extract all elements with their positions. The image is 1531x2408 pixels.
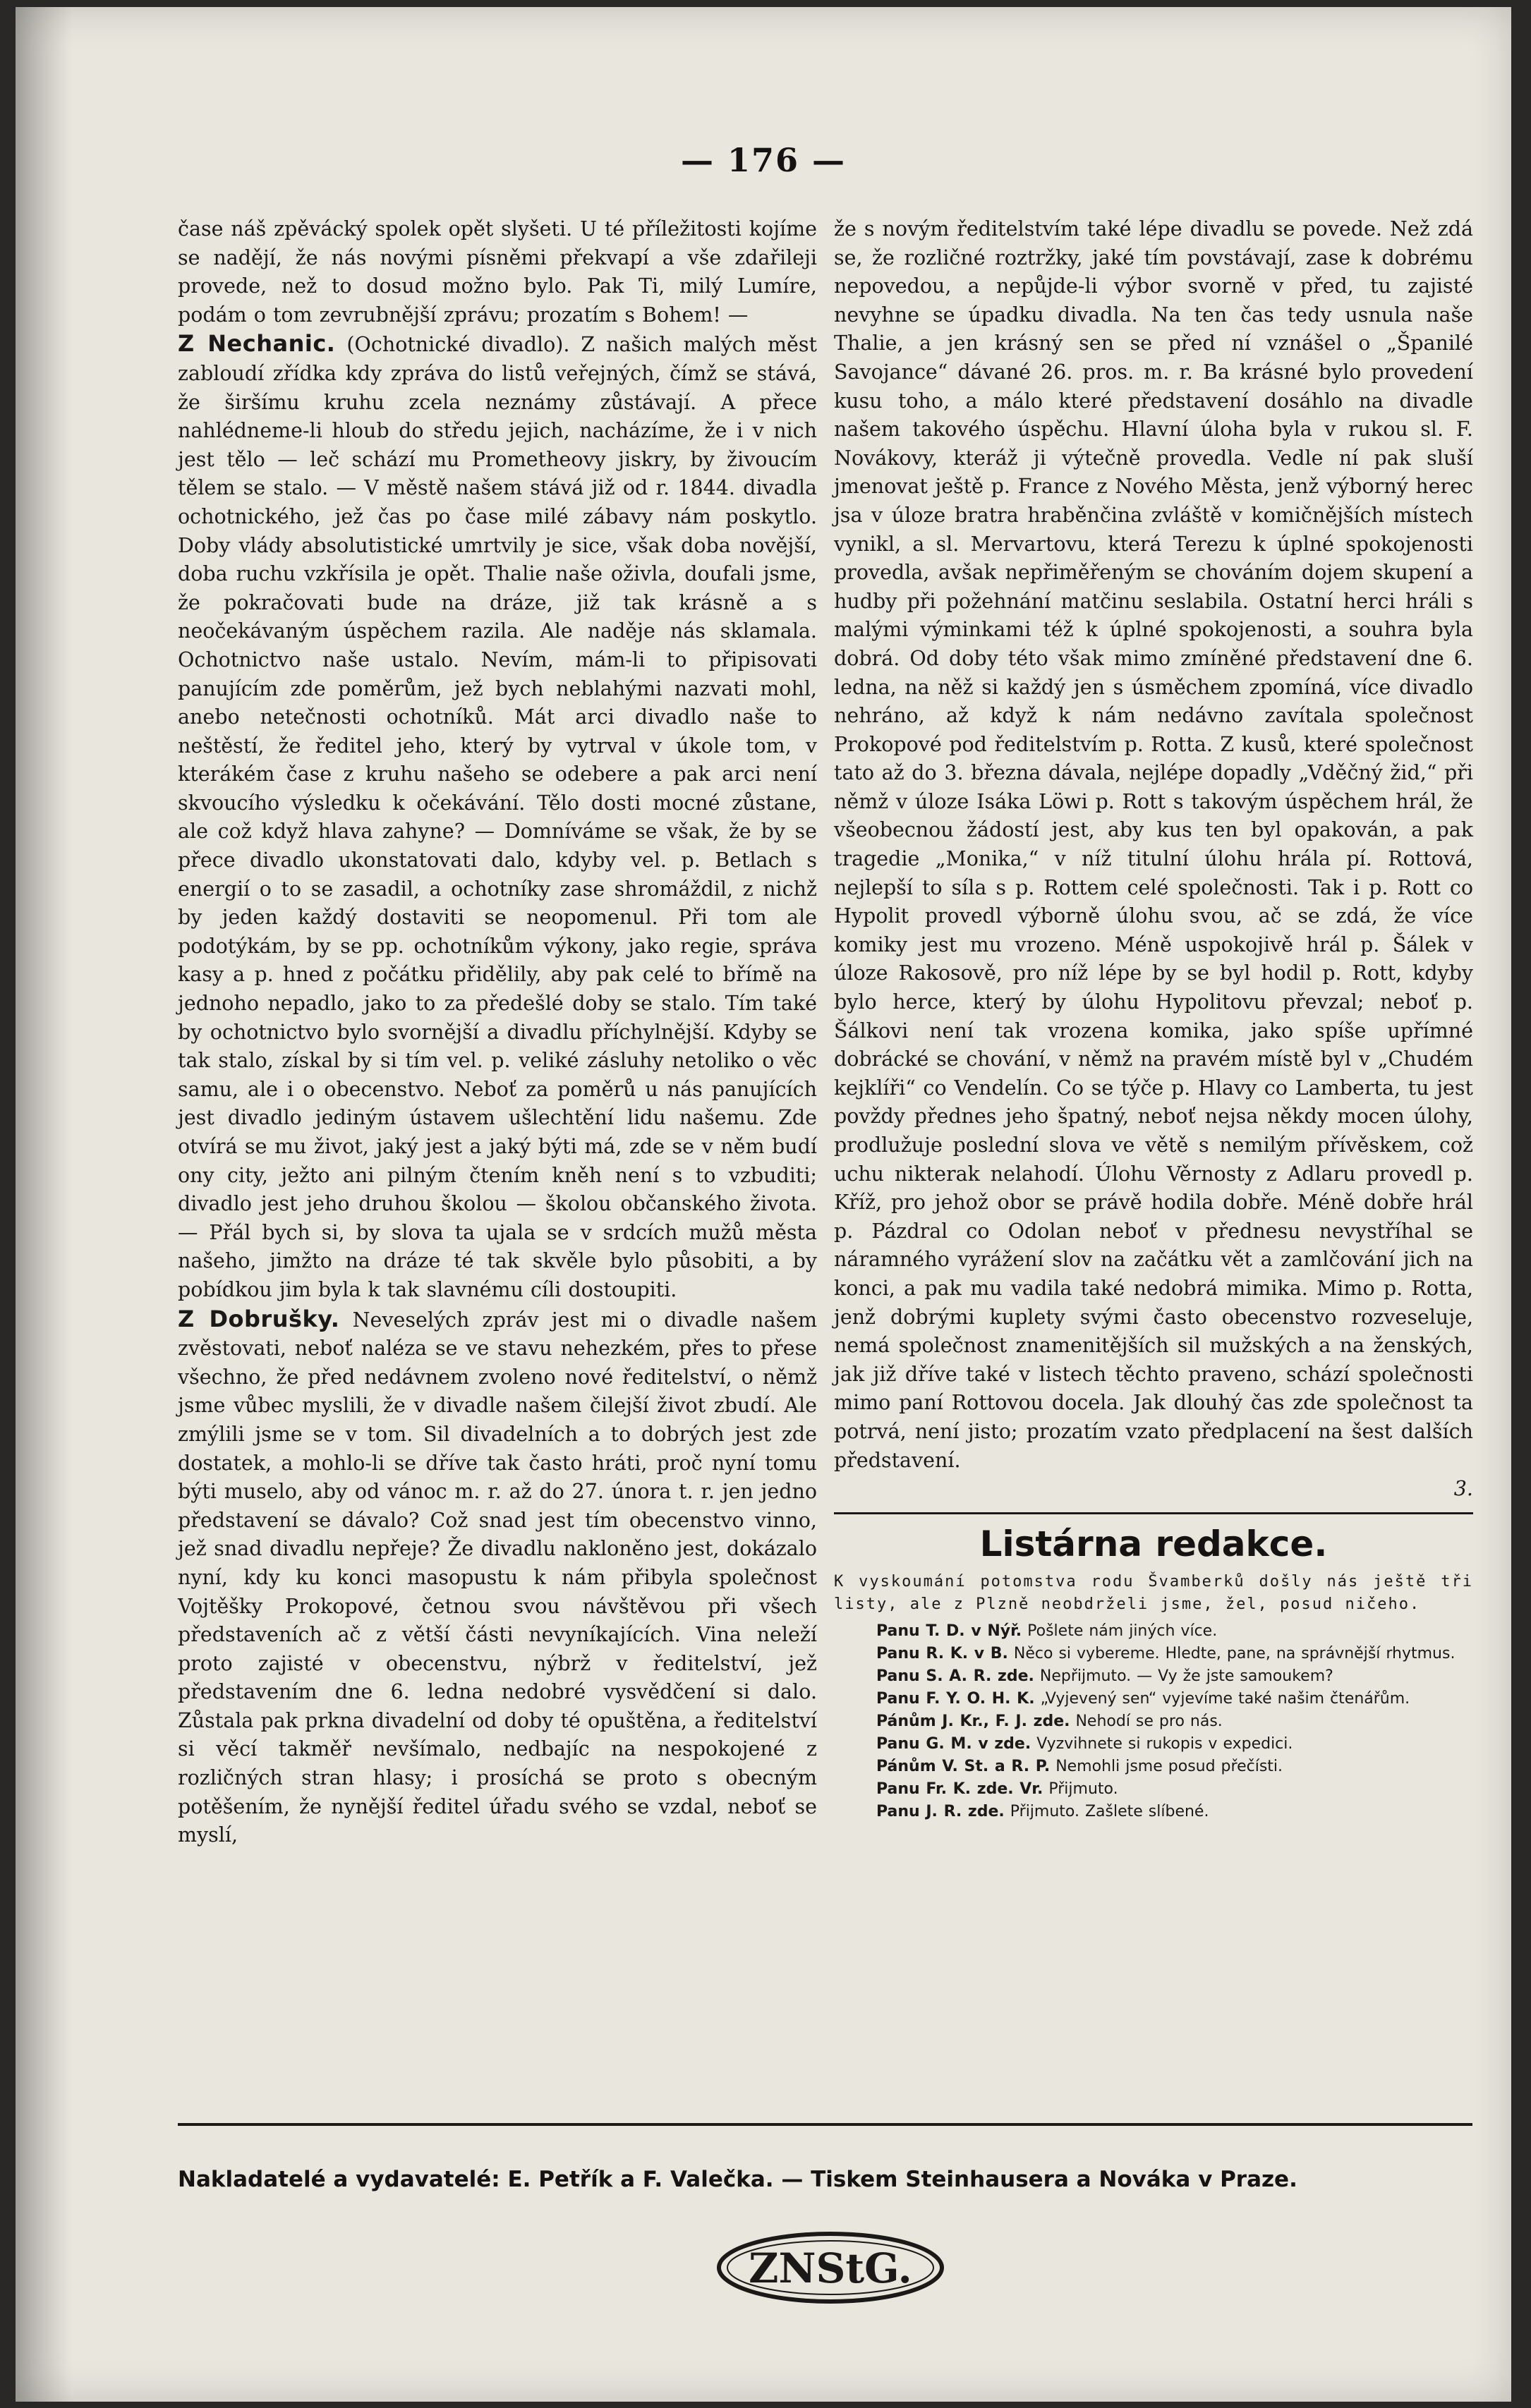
right-column xyxy=(834,215,1473,1823)
article-paragraph: čase náš zpěvácký spolek opět slyšeti. U té příležitosti kojíme se nadějí, že nás novými písněmi překvapí a vše zdařileji provede, než to dosud možno bylo. Pak Ti, milý Lumíre, podám o tom zevrubnější zprávu; prozatím s Bohem! — xyxy=(178,217,817,327)
list-item xyxy=(834,1688,1473,1710)
notice-text: Přijmuto. xyxy=(1048,1780,1118,1799)
notice-recipient: Panu F. Y. O. H. K. xyxy=(876,1690,1035,1708)
list-item xyxy=(834,1710,1473,1733)
section-text: Neveselých zpráv jest mi o divadle našem zvěstovati, neboť naléza se ve stavu nehezkém, přes to přese všechno, že před nedávnem zvoleno nové ředitelství, o němž jsme vůbec myslili, že v divadle našem čilejší život zbudí. Ale zmýlili jsme se v tom. Sil divadelních a to dobrých jest zde dostatek, a mohlo-li se dříve tak často hráti, proč nyní tomu býti muselo, aby od vánoc m. r. až do 27. února t. r. jen jedno představení se dávalo? Což snad jest tím obecenstvo vinno, jež snad divadlu nepřeje? Že divadlu nakloněno jest, dokázalo nyní, kdy ku konci masopustu k nám přibyla společnost Vojtěšky Prokopové, četnou svou návštěvou při všech představeních ač z větší části nevyníkajících. Vina neleží proto zajisté v obecenstvu, nýbrž v ředitelství, jež představením dne 6. ledna nedobré vysvědčení si dalo. Zůstala pak prkna divadelní od doby té opuštěna, a ředitelství si věcí takměř nevšímalo, nedbajíc na nespokojené z rozličných stran hlasy; i prosíchá se proto s obecným potěšením, že nynější ředitel úřadu svého se vzdal, neboť se myslí, xyxy=(178,1308,818,1847)
stamp-text: ZNStG. xyxy=(749,2244,912,2292)
notice-text: „Vyjevený sen“ vyjevíme také našim čtenářům. xyxy=(1040,1690,1410,1708)
notice-text: Vyzvihnete si rukopis v expedici. xyxy=(1036,1735,1293,1753)
notice-text: Nemohli jsme posud přečísti. xyxy=(1055,1758,1283,1776)
notice-recipient: Panu T. D. v Nýř. xyxy=(876,1622,1022,1641)
notice-recipient: Pánům V. St. a R. P. xyxy=(876,1758,1051,1776)
list-item xyxy=(834,1643,1473,1665)
left-column xyxy=(178,215,817,1850)
notice-list xyxy=(834,1620,1473,1823)
notice-recipient: Panu R. K. v B. xyxy=(876,1645,1008,1663)
article-paragraph: že s novým ředitelstvím také lépe divadlu se povede. Než zdá se, že rozličné roztržky, jaké tím povstávají, zase k dobrému nepovedou, a nepůjde-li výbor svorně v před, tu zajisté nevyhne se úpadku divadla. Na ten čas tedy usnula naše Thalie, a jen krásný sen se před ní vznášel o „Španilé Savojance“ dávané 26. pros. m. r. Ba krásné bylo provedení kusu toho, a málo které představení dosáhlo na divadle našem takového úspěchu. Hlavní úloha byla v rukou sl. F. Novákovy, kteráž ji výtečně provedla. Vedle ní pak sluší jmenovat ještě p. France z Nového Města, jenž výborný herec jsa v úloze bratra hraběnčina zvláště v komičnějších místech vynikl, a sl. Mervartovu, která Terezu k úplné spokojenosti provedla, avšak nepřiměřeným se chováním dojem skupení a hudby při požehnání matčinu seslabila. Ostatní herci hráli s malými výminkami též k úplné spokojenosti, a souhra byla dobrá. Od doby této však mimo zmíněné představení dne 6. ledna, na něž si každý jen s úsměchem zpomíná, více divadlo nehráno, až když k nám nedávno zavítala společnost Prokopové pod ředitelstvím p. Rotta. Z kusů, které společnost tato až do 3. března dávala, nejlépe dopadly „Vděčný žid,“ při němž v úloze Isáka Löwi p. Rott s takovým úspěchem hrál, že všeobecnou žádostí jest, aby kus ten byl opakován, a pak tragedie „Monika,“ v níž titulní úlohu hrála pí. Rottová, nejlepší to síla s p. Rottem celé společnosti. Tak i p. Rott co Hypolit provedl výborně úlohu svou, ač se zdá, že více komiky jest mu vrozeno. Méně uspokojivě hrál p. Šálek v úloze Rakosově, pro níž lépe by se byl hodil p. Rott, kdyby bylo herce, který by úlohu Hypolitovu převzal; neboť p. Šálkovi není tak vrozena komika, jako spíše upřímné dobrácké se chování, v němž na pravém místě byl v „Chudém kejklíři“ co Vendelín. Co se týče p. Hlavy co Lamberta, tu jest povždy přednes jeho špatný, neboť nejsa někdy mocen úlohy, prodlužuje poslední slova ve větě s nemilým přívěskem, což uchu nikterak nelahodí. Úlohu Věrnosty z Adlaru provedl p. Kříž, pro jehož obor se právě hodila dobře. Méně dobře hrál p. Pázdral co Odolan neboť v přednesu nevystříhal se náramného vyrážení slov na začátku vět a zamlčování jich na konci, a pak mu vadila také nedobrá mimika. Mimo p. Rotta, jenž dobrými kuplety svými často obecenstvo rozveseluje, nemá společnost znamenitějších sil mužských a na ženských, jak již dříve také v listech těchto praveno, schází společnosti mimo paní Rottovou docela. Jak dlouhý čas zde společnost ta potrvá, není jisto; prozatím vzato předplacení na šest dalších představení. xyxy=(834,217,1473,1472)
article-signature: 3. xyxy=(1453,1477,1473,1501)
newspaper-page xyxy=(16,7,1511,2402)
listarna-title: Listárna redakce. xyxy=(979,1523,1328,1564)
list-item xyxy=(834,1620,1473,1643)
list-item xyxy=(834,1733,1473,1756)
notice-text: Přijmuto. Zašlete slíbené. xyxy=(1010,1803,1209,1821)
library-stamp xyxy=(714,2229,947,2306)
section-heading: Z Dobrušky. xyxy=(178,1305,340,1332)
article-section-nechanice xyxy=(178,329,817,1304)
notice-recipient: Panu S. A. R. zde. xyxy=(876,1667,1034,1686)
section-heading: Z Nechanic. xyxy=(178,330,336,358)
notice-recipient: Pánům J. Kr., F. J. zde. xyxy=(876,1713,1070,1731)
notice-text: Pošlete nám jiných více. xyxy=(1027,1622,1218,1641)
notice-text: Něco si vybereme. Hledte, pane, na správnější rhytmus. xyxy=(1013,1645,1456,1663)
page-edge-shadow xyxy=(16,7,72,2402)
notice-recipient: Panu J. R. zde. xyxy=(876,1803,1005,1821)
notice-recipient: Panu G. M. v zde. xyxy=(876,1735,1031,1753)
notice-text: Nehodí se pro nás. xyxy=(1075,1713,1223,1731)
section-text: (Ochotnické divadlo). Z našich malých měst zabloudí zřídka kdy zpráva do listů veřejných, čímž se stává, že širšímu kruhu zcela neznámy zůstávají. A přece nahlédneme-li hloub do středu jejich, nacházíme, že i v nich jest tělo — leč schází mu Prometheovy jiskry, by živoucím tělem se stalo. — V městě našem stává již od r. 1844. divadla ochotnického, jež čas po čase milé zábavy nám poskytlo. Doby vlády absolutistické umrtvily je sice, však doba novější, doba ruchu vzkřísila je opět. Thalie naše oživla, doufali jsme, že pokračovati bude na dráze, již tak krásně a s neočekávaným úspěchem razila. Ale naděje nás sklamala. Ochotnictvo naše ustalo. Nevím, mám-li to připisovati panujícím zde poměrům, jež bych neblahými nazvati mohl, anebo netečnosti ochotníků. Mát arci divadlo naše to neštěstí, že ředitel jeho, který by vytrval v úkole tom, v kterákém čase z kruhu našeho se odebere a pak arci není skvoucího výsledku k očekávání. Tělo dosti mocné zůstane, ale což když hlava zahyne? — Domníváme se však, že by se přece divadlo ukonstatovati dalo, kdyby vel. p. Betlach s energií o to se zasadil, a ochotníky zase shromáždil, z nichž by jeden každý dostaviti se neopomenul. Při tom ale podotýkám, by se pp. ochotníkům výkony, jako regie, správa kasy a p. hned z počátku přidělily, aby pak celé to břímě na jednoho nepadlo, jako to za předešlé doby se stalo. Tím také by ochotnictvo bylo svornější a divadlu příchylnější. Kdyby se tak stalo, získal by si tím vel. p. veliké zásluhy netoliko o věc samu, ale i o obecenstvo. Neboť za poměrů u nás panujících jest divadlo jediným ústavem ušlechtění lidu našemu. Zde otvírá se mu život, jaký jest a jaký býti má, zde se v něm budí ony city, ježto ani pilným čtením kněh není s to vzbuditi; divadlo jest jeho druhou školou — školou občanského života. — Přál bych si, by slova ta ujala se v srdcích mužů města našeho, jimžto na dráze té tak skvěle bylo působiti, a by pobídkou jim byla k tak slavnému cíli dostoupiti. xyxy=(178,333,817,1301)
listarna-intro: K vyskoumání potomstva rodu Švamberků došly nás ještě tři listy, ale z Plzně neobdrželi jsme, žel, posud ničeho. xyxy=(834,1573,1473,1614)
page-number: — 176 — xyxy=(680,141,847,179)
article-section-dobrusky xyxy=(178,1305,817,1850)
imprint-line: Nakladatelé a vydavatelé: E. Petřík a F. Valečka. — Tiskem Steinhausera a Nováka v Praze. xyxy=(178,2167,1297,2192)
section-divider xyxy=(834,1512,1473,1514)
notice-text: Nepřijmuto. — Vy že jste samoukem? xyxy=(1039,1667,1333,1686)
bottom-rule xyxy=(178,2123,1472,2126)
stamp-oval-icon xyxy=(714,2229,947,2306)
notice-recipient: Panu Fr. K. zde. Vr. xyxy=(876,1780,1043,1799)
list-item xyxy=(834,1801,1473,1823)
list-item xyxy=(834,1665,1473,1688)
list-item xyxy=(834,1756,1473,1778)
list-item xyxy=(834,1778,1473,1801)
